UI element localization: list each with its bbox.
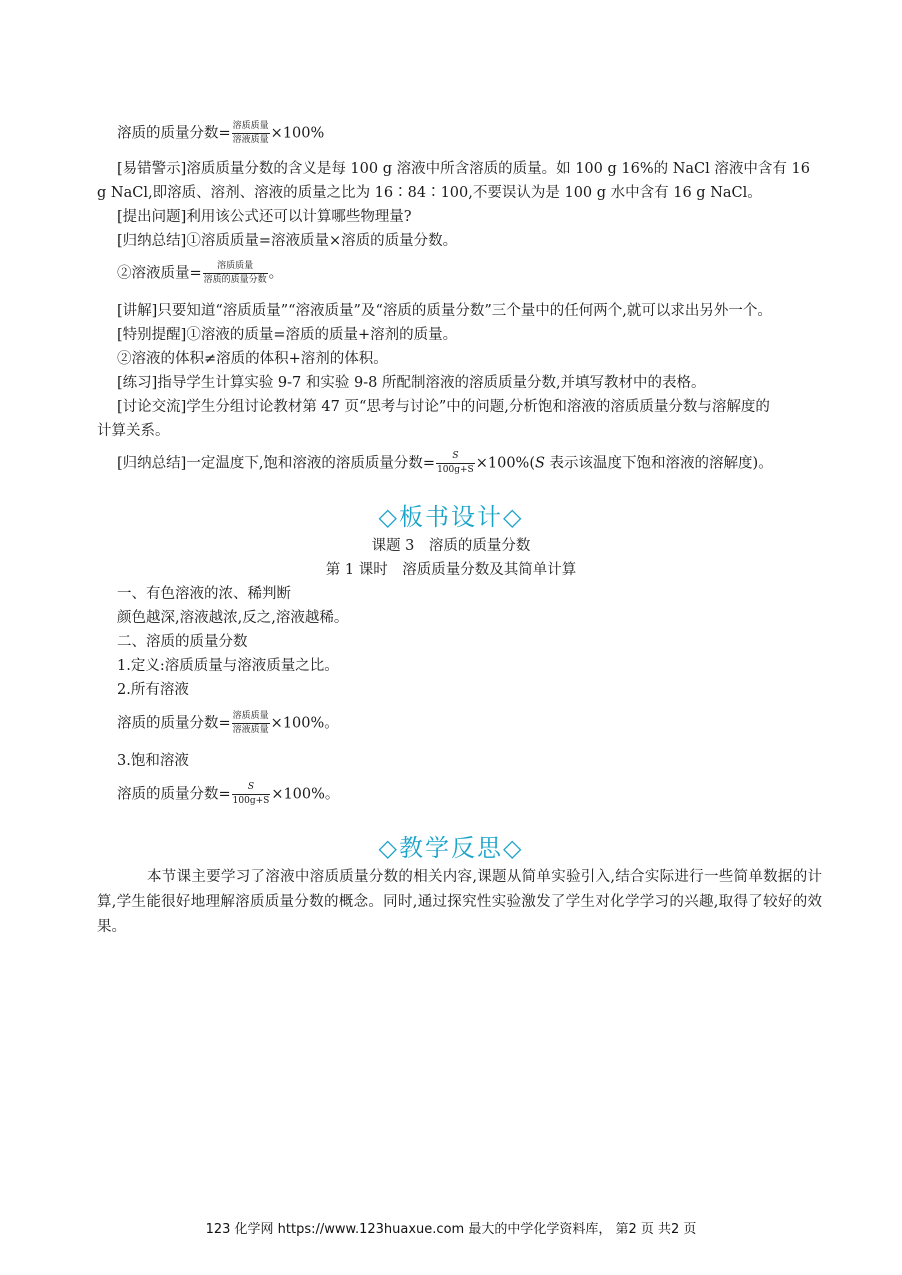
fraction: [203, 262, 268, 285]
formula-note: 表示该温度下饱和溶液的溶解度)。: [544, 455, 773, 472]
board-title: 课题 3 溶质的质量分数: [371, 538, 531, 554]
formula-tail: 。: [268, 265, 284, 282]
saturated-formula-line: [117, 452, 773, 475]
formula-tail: ×100%: [270, 125, 325, 142]
formula-label: ②溶液质量=: [117, 265, 202, 282]
reflection-paragraph: 本节课主要学习了溶液中溶质质量分数的相关内容,课题从简单实验引入,结合实际进行一些简单数据的计算,学生能很好地理解溶质质量分数的概念。同时,通过探究性实验激发了学生对化学学习的兴趣,取得了较好的效果。: [97, 869, 822, 935]
fraction: [232, 783, 271, 806]
board-item: 二、溶质的质量分数: [117, 634, 248, 650]
fraction-denominator: 100g+S: [437, 465, 474, 475]
mass-fraction-formula: [117, 122, 324, 145]
fraction-numerator: S: [436, 452, 475, 464]
fraction: [232, 712, 270, 735]
solution-mass-formula: [117, 262, 283, 285]
fraction-numerator: 溶质质量: [203, 262, 268, 274]
board-design-heading: ◇板书设计◇: [378, 503, 524, 531]
board-formula-1: [117, 712, 339, 735]
question-line: [提出问题]利用该公式还可以计算哪些物理量?: [117, 209, 412, 225]
board-item: 颜色越深,溶液越浓,反之,溶液越稀。: [117, 610, 349, 626]
discuss-line-1: [讨论交流]学生分组讨论教材第 47 页“思考与讨论”中的问题,分析饱和溶液的溶质质量分数与溶解度的: [117, 399, 770, 415]
warning-line-2: g NaCl,即溶质、溶剂、溶液的质量之比为 16∶84∶100,不要误认为是 100 g 水中含有 16 g NaCl。: [97, 185, 762, 201]
practice-line: [练习]指导学生计算实验 9-7 和实验 9-8 所配制溶液的溶质质量分数,并填写教材中的表格。: [117, 375, 706, 391]
fraction-denominator: 溶液质量: [232, 135, 269, 145]
page-footer: 123 化学网 https://www.123huaxue.com 最大的中学化学资料库， 第2 页 共2 页: [205, 1222, 697, 1237]
fraction-denominator: 溶液质量: [232, 725, 269, 735]
variable-s: S: [535, 455, 545, 472]
board-item: 2.所有溶液: [117, 682, 189, 698]
formula-tail: ×100%。: [270, 715, 339, 732]
formula-label: 溶质的质量分数=: [117, 125, 231, 142]
fraction-denominator: 溶质的质量分数: [203, 275, 267, 285]
formula-tail: ×100%。: [271, 786, 340, 803]
formula-label: 溶质的质量分数=: [117, 715, 231, 732]
fraction-denominator: 100g+S: [232, 796, 270, 806]
explain-line: [讲解]只要知道“溶质质量”“溶液质量”及“溶质的质量分数”三个量中的任何两个,就可以求出另外一个。: [117, 303, 772, 319]
reminder-line-1: [特别提醒]①溶液的质量=溶质的质量+溶剂的质量。: [117, 327, 458, 343]
fraction: [232, 122, 270, 145]
summary-line-1: [归纳总结]①溶质质量=溶液质量×溶质的质量分数。: [117, 233, 458, 249]
reminder-line-2: ②溶液的体积≠溶质的体积+溶剂的体积。: [117, 351, 388, 367]
fraction-numerator: 溶质质量: [232, 122, 270, 134]
fraction-numerator: 溶质质量: [232, 712, 270, 724]
fraction-numerator: S: [232, 783, 271, 795]
formula-label: [归纳总结]一定温度下,饱和溶液的溶质质量分数=: [117, 455, 436, 472]
board-formula-2: [117, 783, 339, 806]
board-subtitle: 第 1 课时 溶质质量分数及其简单计算: [325, 562, 577, 578]
fraction: [436, 452, 475, 475]
reflection-heading: ◇教学反思◇: [378, 834, 524, 862]
warning-line-1: [易错警示]溶质质量分数的含义是每 100 g 溶液中所含溶质的质量。如 100 g 16%的 NaCl 溶液中含有 16: [117, 161, 810, 177]
discuss-line-2: 计算关系。: [97, 423, 170, 439]
formula-tail: ×100%(: [475, 455, 535, 472]
board-item: 一、有色溶液的浓、稀判断: [117, 586, 291, 602]
board-item: 3.饱和溶液: [117, 753, 189, 769]
formula-label: 溶质的质量分数=: [117, 786, 231, 803]
board-item: 1.定义:溶质质量与溶液质量之比。: [117, 658, 339, 674]
